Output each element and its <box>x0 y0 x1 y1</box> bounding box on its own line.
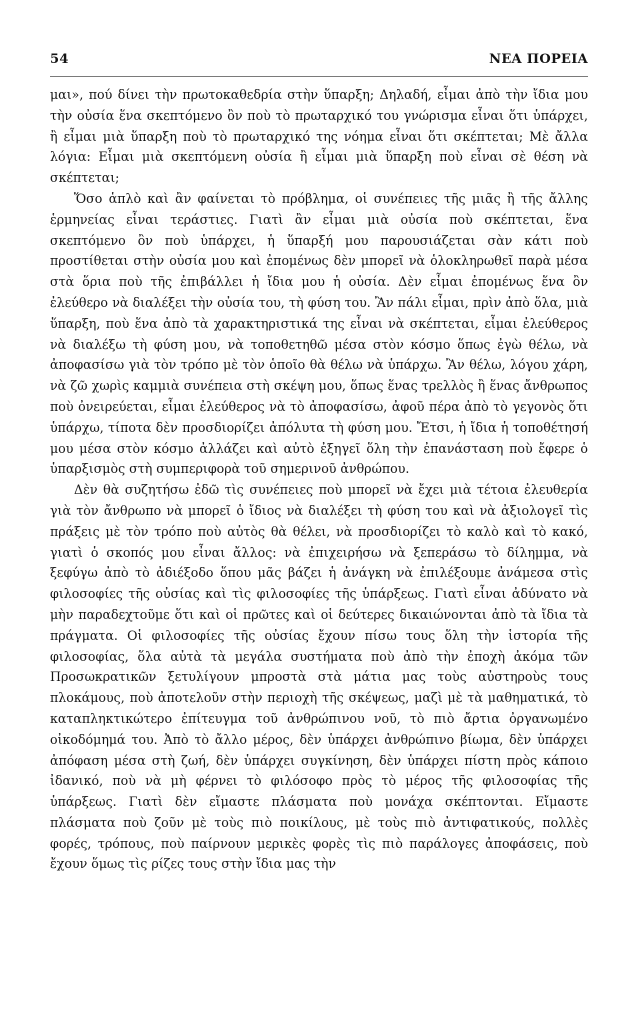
paragraph: Ὅσο ἁπλὸ καὶ ἂν φαίνεται τὸ πρόβλημα, οἱ συνέπειες τῆς μιᾶς ἢ τῆς ἄλλης ἑρμηνείας εἶναι τεράστιες. Γιατὶ ἂν εἶμαι μιὰ οὐσία ποὺ σκέπτεται, ἕνα σκεπτόμενο ὂν ποὺ ὑπάρχει, ἡ ὕπαρξή μου παρουσιάζεται σὰν κάτι ποὺ προστίθεται στὴν οὐσία μου καὶ ἐπομένως δὲν μπορεῖ νὰ ὁλοκληρωθεῖ παρὰ μέσα στὰ ὅρια ποὺ τῆς ἐπιβάλλει ἡ ἴδια μου ἡ οὐσία. Δὲν εἶμαι ἐπομένως ἕνα ὂν ἐλεύθερο νὰ διαλέξει τὴν οὐσία του, τὴ φύση του. Ἂν πάλι εἶμαι, πρὶν ἀπὸ ὅλα, μιὰ ὕπαρξη, ποὺ ἕνα ἀπὸ τὰ χαρακτηριστικά της εἶναι νὰ σκέπτεται, εἶμαι ἐλεύθερος νὰ διαλέξω τὴ φύση μου, νὰ τοποθετηθῶ μέσα στὸν κόσμο ὅπως ἐγὼ θέλω, νὰ ἀποφασίσω γιὰ τὸν τρόπο μὲ τὸν ὁποῖο θὰ θέλω νὰ ὑπάρχω. Ἂν θέλω, λόγου χάρη, νὰ ζῶ χωρὶς καμμιὰ συνέπεια στὴ σκέψη μου, ὅπως ἕνας τρελλὸς ἢ ἕνας ἄνθρωπος ποὺ ὀνειρεύεται, εἶμαι ἐλεύθερος νὰ τὸ ἀποφασίσω, ἀφοῦ πέρα ἀπὸ τὸ γεγονὸς ὅτι ὑπάρχω, τίποτα δὲν προσδιορίζει ἀπόλυτα τὴ φύση μου. Ἔτσι, ἡ ἴδια ἡ τοποθέτησή μου μέσα στὸν κόσμο ἀλλάζει καὶ αὐτὸ ἐξηγεῖ ὅλη τὴν ἐπανάσταση ποὺ ἔφερε ὁ ὑπαρξισμὸς στὴ συμπεριφορὰ τοῦ σημερινοῦ ἀνθρώπου. <box>50 190 588 477</box>
page-header <box>50 52 588 77</box>
running-title: ΝΕΑ ΠΟΡΕΙΑ <box>489 52 588 67</box>
page-number: 54 <box>50 52 69 67</box>
paragraph: μαι», πού δίνει τὴν πρωτοκαθεδρία στὴν ὕπαρξη; Δηλαδή, εἶμαι ἀπὸ τὴν ἴδια μου τὴν οὐσία ἕνα σκεπτόμενο ὂν ποὺ τὸ πρωταρχικό του γνώρισμα εἶναι ὅτι ὑπάρχει, ἢ εἶμαι μιὰ ὕπαρξη ποὺ τὸ πρωταρχικό της νόημα εἶναι ὅτι σκέπτεται; Μὲ ἄλλα λόγια: Εἶμαι μιὰ σκεπτόμενη οὐσία ἢ εἶμαι μιὰ ὕπαρξη ποὺ εἶναι σὲ θέση νὰ σκέπτεται; <box>50 87 588 186</box>
book-page <box>50 52 588 875</box>
paragraph: Δὲν θὰ συζητήσω ἐδῶ τὶς συνέπειες ποὺ μπορεῖ νὰ ἔχει μιὰ τέτοια ἐλευθερία γιὰ τὸν ἄνθρωπο νὰ μπορεῖ ὁ ἴδιος νὰ διαλέξει τὴ φύση του καὶ νὰ ἀξιολογεῖ τὶς πράξεις μὲ τὸν τρόπο ποὺ αὐτὸς θὰ θέλει, νὰ προσδιορίζει τὸ καλὸ καὶ τὸ κακό, γιατὶ ὁ σκοπός μου εἶναι ἄλλος: νὰ ἐπιχειρήσω νὰ ξεπεράσω τὸ δίλημμα, νὰ ξεφύγω ἀπὸ τὸ ἀδιέξοδο ὅπου μᾶς βάζει ἡ ἀνάγκη νὰ ἐπιλέξουμε ἀνάμεσα στὶς φιλοσοφίες τῆς οὐσίας καὶ τὶς φιλοσοφίες τῆς ὑπάρξεως. Γιατὶ εἶναι ἀδύνατο νὰ μὴν παραδεχτοῦμε ὅτι καὶ οἱ πρῶτες καὶ οἱ δεύτερες δικαιώνονται ἀπὸ τὰ ἴδια τὰ πράγματα. Οἱ φιλοσοφίες τῆς οὐσίας ἔχουν πίσω τους ὅλη τὴν ἱστορία τῆς φιλοσοφίας, ὅλα αὐτὰ τὰ μεγάλα συστήματα ποὺ ἀπὸ τὴν ἐποχὴ ἀκόμα τῶν Προσωκρατικῶν ξετυλίγουν μπροστὰ στὰ μάτια μας τοὺς αὐστηροὺς τους πλοκάμους, ποὺ ἀποτελοῦν στὴν περιοχὴ τῆς σκέψεως, μαζὶ μὲ τὰ μαθηματικά, τὸ καταπληκτικώτερο ἐπίτευγμα τοῦ ἀνθρώπινου νοῦ, τὸ πιὸ ἄρτια ὀργανωμένο οἰκοδόμημά του. Ἀπὸ τὸ ἄλλο μέρος, δὲν ὑπάρχει ἀνθρώπινο βίωμα, δὲν ὑπάρχει ἀπόφαση μέσα στὴ ζωή, δὲν ὑπάρχει συγκίνηση, δὲν ὑπάρχει πίστη πρὸς κάποιο ἰδανικό, ποὺ νὰ μὴ φέρνει τὸ φιλόσοφο πρὸς τὸ μέρος τῆς φιλοσοφίας τῆς ὑπάρξεως. Γιατὶ δὲν εἴμαστε πλάσματα ποὺ μονάχα σκέπτονται. Εἴμαστε πλάσματα ποὺ ζοῦν μὲ τοὺς πιὸ ποικίλους, μὲ τοὺς πιὸ ἀντιφατικούς, πολλὲς φορές, τρόπους, ποὺ παίρνουν μερικὲς φορὲς τὶς πιὸ παράλογες ἀποφάσεις, ποὺ ἔχουν ὅμως τὶς ρίζες τους στὴν ἴδια μας τὴν <box>50 482 588 872</box>
body-text <box>50 85 588 875</box>
